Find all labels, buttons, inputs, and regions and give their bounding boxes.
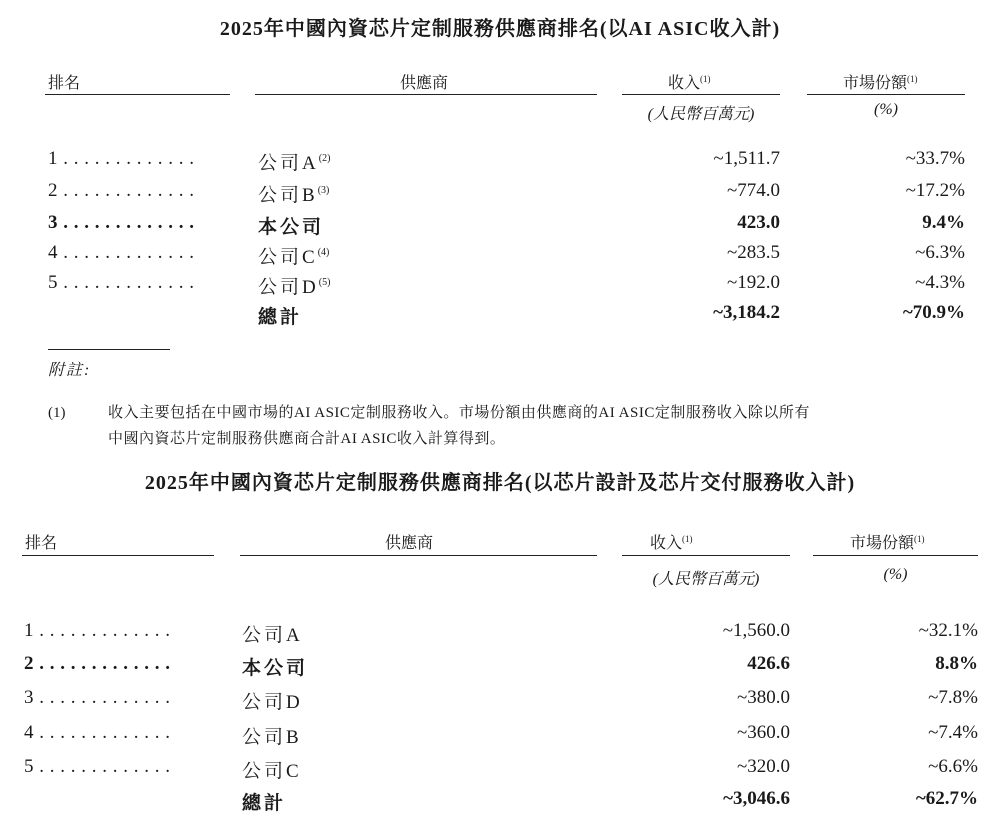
- table-row: [0, 620, 1000, 654]
- row-revenue: ~380.0: [736, 687, 790, 708]
- table1-header-vendor: 供應商: [400, 75, 449, 92]
- row-vendor: [258, 148, 330, 175]
- table1-header-revenue-note: (1): [700, 74, 711, 84]
- row-share: ~7.8%: [928, 687, 978, 708]
- table2-header-revenue: [650, 530, 693, 553]
- row-vendor-name: 公司A: [242, 625, 303, 646]
- total-revenue: ~3,046.6: [723, 788, 790, 809]
- table2-header-rank: 排名: [25, 535, 58, 552]
- row-rank: 2 . . . . . . . . . . . . .: [24, 653, 171, 674]
- row-revenue: ~1,511.7: [713, 148, 780, 169]
- row-revenue: 423.0: [737, 212, 780, 233]
- row-share: 9.4%: [922, 212, 965, 233]
- table2-unit-revenue: (人民幣百萬元): [652, 571, 760, 588]
- row-vendor-name: 公司C: [242, 761, 302, 782]
- row-revenue: ~774.0: [726, 180, 780, 201]
- table2-header-revenue-note: (1): [682, 534, 693, 544]
- table-row-total: [0, 788, 1000, 822]
- row-rank: 4 . . . . . . . . . . . . .: [24, 722, 171, 743]
- row-revenue: 426.6: [747, 653, 790, 674]
- table-row: [0, 272, 1000, 306]
- row-revenue: ~283.5: [726, 242, 780, 263]
- row-vendor-name: 本公司: [242, 658, 309, 679]
- row-vendor-name: 公司A: [258, 153, 319, 174]
- table1-header-rank: 排名: [48, 75, 81, 92]
- table1-rule-revenue: [622, 94, 780, 95]
- table-row: [0, 756, 1000, 790]
- row-rank: 1 . . . . . . . . . . . . .: [48, 148, 195, 169]
- row-vendor-name: 本公司: [258, 217, 325, 238]
- row-revenue: ~1,560.0: [722, 620, 790, 641]
- table2-header-vendor: 供應商: [385, 535, 434, 552]
- table-row: [0, 212, 1000, 246]
- table2-rule-revenue: [622, 555, 790, 556]
- row-share: ~17.2%: [905, 180, 965, 201]
- note-number: (1): [48, 405, 66, 421]
- row-revenue: ~360.0: [736, 722, 790, 743]
- table1-unit-share: (%): [874, 101, 898, 118]
- row-vendor-name: 公司C: [258, 247, 318, 268]
- row-share: 8.8%: [935, 653, 978, 674]
- row-vendor-name: 公司D: [258, 277, 319, 298]
- total-label: 總計: [242, 793, 287, 814]
- table2-header-revenue-label: 收入: [650, 535, 683, 552]
- total-label: 總計: [258, 307, 303, 328]
- row-vendor-note: (5): [318, 277, 331, 288]
- row-vendor: [258, 212, 324, 239]
- row-vendor: [258, 272, 330, 299]
- table1-rule-rank: [45, 94, 230, 95]
- row-vendor-name: 公司B: [258, 185, 318, 206]
- row-vendor: [258, 242, 329, 269]
- table2-rule-vendor: [240, 555, 597, 556]
- table1-header-share-label: 市場份額: [843, 75, 908, 92]
- row-share: ~4.3%: [915, 272, 965, 293]
- table2-header-share-label: 市場份額: [850, 535, 915, 552]
- row-rank: 1 . . . . . . . . . . . . .: [24, 620, 171, 641]
- row-share: ~7.4%: [928, 722, 978, 743]
- row-vendor-name: 公司D: [242, 692, 303, 713]
- row-rank: 4 . . . . . . . . . . . . .: [48, 242, 195, 263]
- table1-header-share: [843, 70, 918, 93]
- row-vendor-note: (4): [317, 247, 330, 258]
- row-revenue: ~192.0: [726, 272, 780, 293]
- row-share: ~6.6%: [928, 756, 978, 777]
- table2-rule-share: [813, 555, 978, 556]
- table2-unit-share: (%): [883, 566, 908, 583]
- table1-rule-vendor: [255, 94, 597, 95]
- note-text: [108, 400, 988, 452]
- row-vendor-note: (3): [317, 185, 330, 196]
- table-row: [0, 653, 1000, 687]
- table-row: [0, 242, 1000, 276]
- table1-header-share-note: (1): [907, 74, 918, 84]
- table1-unit-revenue: (人民幣百萬元): [647, 106, 755, 123]
- row-vendor-name: 公司B: [242, 727, 302, 748]
- row-vendor: [258, 180, 329, 207]
- table1-header-revenue-label: 收入: [668, 75, 701, 92]
- total-share: ~70.9%: [902, 302, 965, 323]
- table1-title: 2025年中國內資芯片定制服務供應商排名(以AI ASIC收入計): [219, 18, 781, 40]
- total-revenue: ~3,184.2: [713, 302, 780, 323]
- row-rank: 3 . . . . . . . . . . . . .: [24, 687, 171, 708]
- table2-rule-rank: [22, 555, 214, 556]
- table-row-total: [0, 302, 1000, 336]
- row-share: ~32.1%: [918, 620, 978, 641]
- table1-rule-share: [807, 94, 965, 95]
- row-rank: 5 . . . . . . . . . . . . .: [48, 272, 195, 293]
- row-share: ~6.3%: [915, 242, 965, 263]
- table-row: [0, 180, 1000, 214]
- table-row: [0, 722, 1000, 756]
- total-share: ~62.7%: [915, 788, 978, 809]
- notes-label: 附註:: [48, 362, 92, 379]
- table1-header-revenue: [668, 70, 711, 93]
- table2-title: 2025年中國內資芯片定制服務供應商排名(以芯片設計及芯片交付服務收入計): [144, 472, 856, 494]
- row-revenue: ~320.0: [736, 756, 790, 777]
- row-rank: 2 . . . . . . . . . . . . .: [48, 180, 195, 201]
- table2-header-share-note: (1): [914, 534, 925, 544]
- row-rank: 3 . . . . . . . . . . . . .: [48, 212, 195, 233]
- table-row: [0, 148, 1000, 182]
- table-row: [0, 687, 1000, 721]
- row-share: ~33.7%: [905, 148, 965, 169]
- row-rank: 5 . . . . . . . . . . . . .: [24, 756, 171, 777]
- row-vendor-note: (2): [318, 153, 331, 164]
- note-text-line: 收入主要包括在中國市場的AI ASIC定制服務收入。市場份額由供應商的AI ASIC定制服務收入除以所有: [108, 405, 810, 421]
- table2-header-share: [850, 530, 925, 553]
- note-text-line: 中國內資芯片定制服務供應商合計AI ASIC收入計算得到。: [108, 431, 506, 447]
- notes-divider: [48, 349, 170, 350]
